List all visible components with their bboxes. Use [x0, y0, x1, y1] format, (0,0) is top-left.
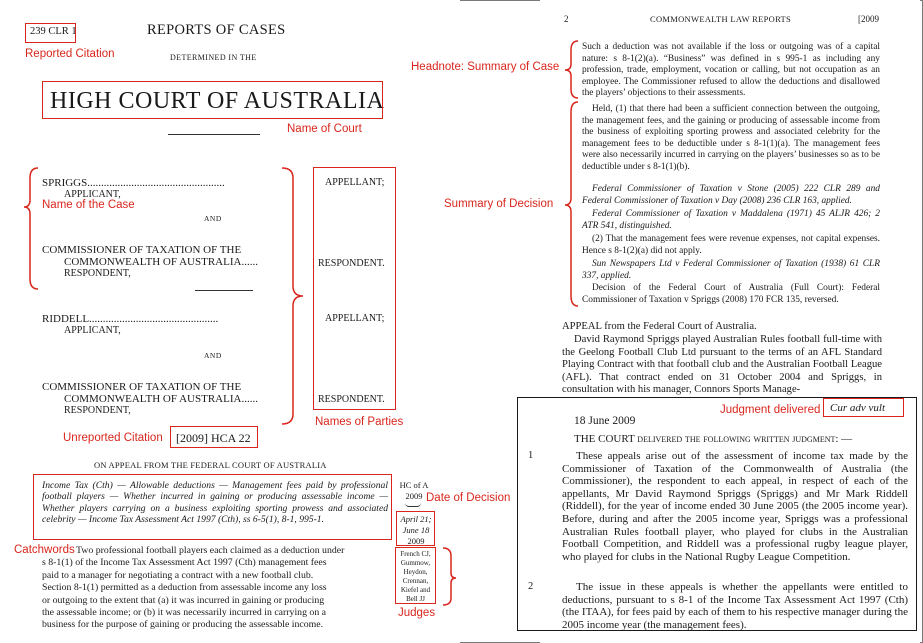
and-2: AND — [204, 351, 222, 360]
catchwords: Income Tax (Cth) — Allowable deductions — Management fees paid by professional football players — Whether incurred in gaining or producing assessable income — Whether players carrying on a business exploiting sporting prowess and associated celebrity — Income Tax Assessment Act 1997 (Cth), ss 6-5(1), 8-1, 995-1. — [42, 480, 388, 526]
label-unreported-citation: Unreported Citation — [63, 432, 163, 444]
unreported-citation: [2009] HCA 22 — [176, 431, 251, 445]
reported-citation: 239 CLR 1 — [30, 26, 77, 37]
hc-of-a: HC of A 2009 — [399, 480, 429, 501]
party-4-name: COMMISSIONER OF TAXATION OF THE — [42, 381, 242, 393]
para-2-number: 2 — [528, 581, 534, 592]
catchwords-box — [33, 474, 392, 540]
judgment-panel — [517, 397, 917, 631]
party-4-role: RESPONDENT, — [64, 405, 131, 416]
appeal-heading: APPEAL from the Federal Court of Australia. — [562, 321, 757, 332]
label-reported-citation: Reported Citation — [25, 48, 115, 60]
reports-title: REPORTS OF CASES — [147, 22, 286, 38]
label-date-of-decision: Date of Decision — [426, 492, 511, 504]
and-1: AND — [204, 214, 222, 223]
headnote: Such a deduction was not available if the loss or outgoing was of a capital nature: s 8-1(2)(a). “Business” was defined in s 995-1 as including any profession, trade, employment, vocation or calling, but not occupation as an employee. The Commissioner refused to allow the deductions and disallowed the players’ objections to their assessments. — [582, 42, 880, 99]
court-delivered: THE COURT delivered the following written judgment: — — [574, 433, 853, 445]
label-catchwords: Catchwords — [14, 544, 75, 556]
held-1: Held, (1) that there had been a sufficient connection between the outgoing, the management fees, and the gaining or producing of assessable income from the business of exploiting sporting prowess and associated celebrity for the management fees to be deductible under s 8-1(1)(a). The management fees were also necessarily incurred in carrying on the players’ businesses so as to be deductible under s 8-1(1)(b). — [582, 104, 880, 172]
party-1-role: APPLICANT, — [64, 189, 121, 200]
label-summary-of-decision: Summary of Decision — [444, 198, 554, 210]
cur-adv-vult-box — [823, 398, 904, 417]
judgment-date: 18 June 2009 — [574, 415, 636, 427]
page-number: 2 — [564, 14, 569, 24]
judges-box — [395, 547, 436, 604]
party-2-name: COMMISSIONER OF TAXATION OF THE — [42, 244, 242, 256]
party-2-name2: COMMONWEALTH OF AUSTRALIA...... — [64, 256, 258, 268]
volume: [2009 — [858, 14, 879, 24]
para-2: The issue in these appeals is whether the appellants were entitled to deductions, pursuant to s 8-1 of the Income Tax Assessment Act 1997 (Cth) (the ITAA), for fees paid by each of them to his respective manager during the 2005 income year (the management fees). — [562, 581, 908, 631]
party-1-party-role: APPELLANT; — [325, 177, 385, 188]
cases-distinguished: Federal Commissioner of Taxation v Maddalena (1971) 45 ALJR 426; 2 ATR 541, distinguished. — [582, 209, 880, 231]
label-name-of-court: Name of Court — [287, 123, 362, 135]
para-1: These appeals arise out of the assessment of income tax made by the Commissioner of Taxation of the Commonwealth of Australia (the Commissioner), the respondent to each appeal, in respect of each of the appellants, Mr David Raymond Spriggs (Spriggs) and Mr Mark Riddell (Riddell), for the year of income ended 30 June 2005 (the 2005 income year). Before, during and after the 2005 income year, Spriggs was a professional Australian Rules football player, who played for clubs in the Australian Football Competition, and Riddell was a professional rugby league player, who played for clubs in the National Rugby League Competition. — [562, 450, 908, 563]
party-rule — [195, 290, 253, 291]
title-rule — [168, 134, 260, 135]
label-judges: Judges — [398, 607, 436, 619]
cases-applied-1: Federal Commissioner of Taxation v Stone (2005) 222 CLR 289 and Federal Commissioner of Taxation v Day (2008) 236 CLR 163, applied. — [582, 184, 880, 206]
decision-below: Decision of the Federal Court of Australia (Full Court): Federal Commissioner of Taxation v Spriggs (2008) 170 FCR 135, reversed. — [582, 283, 880, 305]
party-3-role: APPLICANT, — [64, 325, 121, 336]
date-box — [396, 511, 435, 546]
case-summary: Two professional football players each claimed as a deduction under s 8-1(1) of the Income Tax Assessment Act 1997 (Cth) management fees paid to a manager for negotiating a contract with a new football club. Section 8-1(1) permitted as a deduction from assessable income any loss or outgoing to the extent that (a) it was incurred in gaining or producing the assessable income; or (b) it was necessarily incurred in carrying on a business for the purpose of gaining or producing the assessable income. — [42, 545, 345, 631]
court-name-box — [42, 81, 383, 119]
cur-adv-vult: Cur adv vult — [830, 402, 885, 414]
unreported-citation-box — [170, 426, 258, 448]
determined-in: DETERMINED IN THE — [170, 53, 257, 62]
reported-citation-box — [25, 23, 76, 43]
party-1-name-text: SPRIGGS — [42, 177, 88, 189]
party-roles-box — [313, 167, 396, 410]
party-3-name-text: RIDDELL — [42, 313, 90, 325]
label-names-of-parties: Names of Parties — [315, 416, 404, 428]
party-2-party-role: RESPONDENT. — [318, 258, 385, 269]
held-2: (2) That the management fees were revenue expenses, not capital expenses. Hence s 8-1(2)(a) did not apply. — [582, 234, 880, 256]
cases-applied-2: Sun Newspapers Ltd v Federal Commissioner of Taxation (1938) 61 CLR 337, applied. — [582, 259, 880, 281]
appeal-text: David Raymond Spriggs played Australian Rules football full-time with the Geelong Football Club Ltd pursuant to the terms of an AFL Standard Playing Contract with that football club and the Australian Football League (AFL). That contract ended on 31 October 2004 and Spriggs, in consultation with his manager, Connors Sports Manage- — [562, 334, 882, 396]
on-appeal: ON APPEAL FROM THE FEDERAL COURT OF AUSTRALIA — [94, 460, 327, 470]
para-1-number: 1 — [528, 450, 534, 461]
party-3-name: RIDDELL............................................... — [42, 313, 219, 325]
running-head: COMMONWEALTH LAW REPORTS — [650, 14, 792, 24]
court-name: HIGH COURT OF AUSTRALIA — [50, 88, 385, 114]
label-judgment-delivered: Judgment delivered — [720, 404, 821, 416]
party-3-party-role: APPELLANT; — [325, 313, 385, 324]
party-2-role: RESPONDENT, — [64, 268, 131, 279]
label-name-of-case: Name of the Case — [42, 199, 135, 211]
decision-dates: April 21; June 18 2009 — [400, 514, 432, 546]
judges: French CJ, Gummow, Heydon, Crennan, Kiefel and Bell JJ — [400, 550, 431, 603]
label-headnote: Headnote: Summary of Case — [411, 61, 560, 73]
hc-brace — [405, 503, 421, 507]
party-1-name: SPRIGGS.................................................. — [42, 177, 225, 189]
party-4-name2: COMMONWEALTH OF AUSTRALIA...... — [64, 393, 258, 405]
party-4-party-role: RESPONDENT. — [318, 394, 385, 405]
